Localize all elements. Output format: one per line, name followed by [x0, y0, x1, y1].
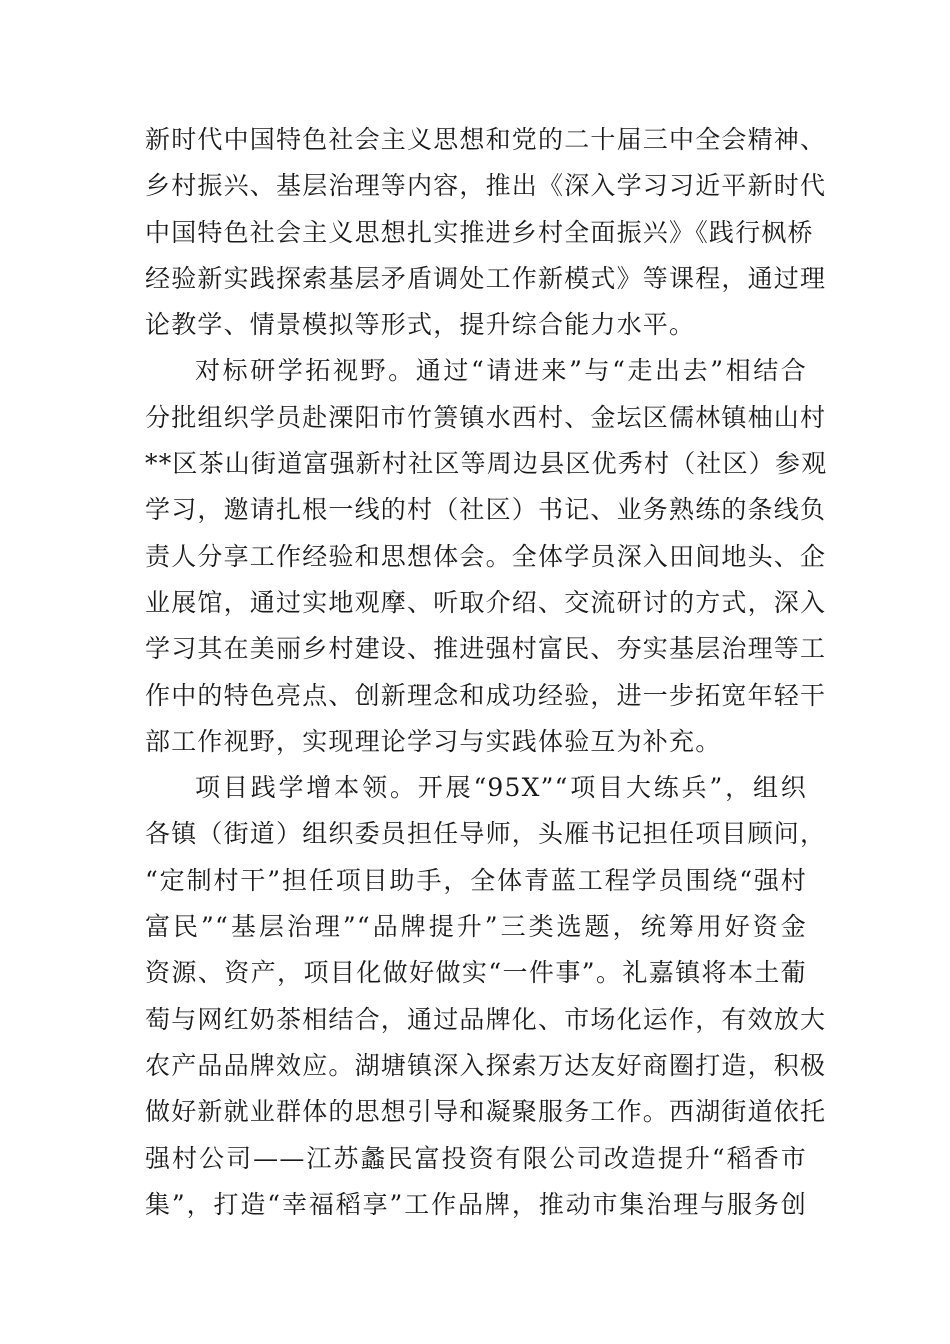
text-line: 农产品品牌效应。湖塘镇深入探索万达友好商圈打造，积极: [145, 1050, 827, 1080]
text-line: 作中的特色亮点、创新理念和成功经验，进一步拓宽年轻干: [145, 680, 827, 710]
text-line: 对标研学拓视野。通过“请进来”与“走出去”相结合: [195, 356, 807, 386]
text-line: 做好新就业群体的思想引导和凝聚服务工作。西湖街道依托: [145, 1097, 827, 1127]
text-line: 论教学、情景模拟等形式，提升综合能力水平。: [145, 310, 696, 340]
text-line: 分批组织学员赴溧阳市竹箦镇水西村、金坛区儒林镇柚山村: [145, 402, 827, 432]
paragraph-1: [145, 117, 827, 348]
text-line: 各镇（街道）组织委员担任导师，头雁书记担任项目顾问，: [145, 819, 827, 849]
text-line: 新时代中国特色社会主义思想和党的二十届三中全会精神、: [145, 125, 827, 154]
text-line: 集”，打造“幸福稻享”工作品牌，推动市集治理与服务创: [145, 1189, 807, 1219]
text-line: 学习，邀请扎根一线的村（社区）书记、业务熟练的条线负: [145, 495, 827, 525]
text-line: 资源、资产，项目化做好做实“一件事”。礼嘉镇将本土葡: [145, 958, 807, 988]
text-line: 经验新实践探索基层矛盾调处工作新模式》等课程，通过理: [145, 263, 827, 293]
text-line: 乡村振兴、基层治理等内容，推出《深入学习习近平新时代: [145, 171, 827, 201]
paragraph-2: [145, 348, 828, 765]
text-line: 学习其在美丽乡村建设、推进强村富民、夯实基层治理等工: [145, 634, 827, 664]
paragraph-3: [145, 765, 827, 1228]
text-line: 项目践学增本领。开展“95X”“项目大练兵”，组织: [195, 773, 807, 803]
text-line: 中国特色社会主义思想扎实推进乡村全面振兴》《践行枫桥: [145, 217, 814, 247]
text-line: 责人分享工作经验和思想体会。全体学员深入田间地头、企: [145, 541, 827, 571]
text-line: 业展馆，通过实地观摩、听取介绍、交流研讨的方式，深入: [145, 587, 827, 617]
text-line: 萄与网红奶茶相结合，通过品牌化、市场化运作，有效放大: [145, 1004, 827, 1034]
text-line: **区茶山街道富强新村社区等周边县区优秀村（社区）参观: [145, 449, 828, 479]
text-line: 部工作视野，实现理论学习与实践体验互为补充。: [145, 726, 722, 756]
document-body: [145, 117, 828, 1228]
text-line: 富民”“基层治理”“品牌提升”三类选题，统筹用好资金: [145, 912, 807, 942]
text-line: 强村公司——江苏蠡民富投资有限公司改造提升“稻香市: [145, 1143, 807, 1173]
text-line: “定制村干”担任项目助手，全体青蓝工程学员围绕“强村: [145, 865, 807, 895]
